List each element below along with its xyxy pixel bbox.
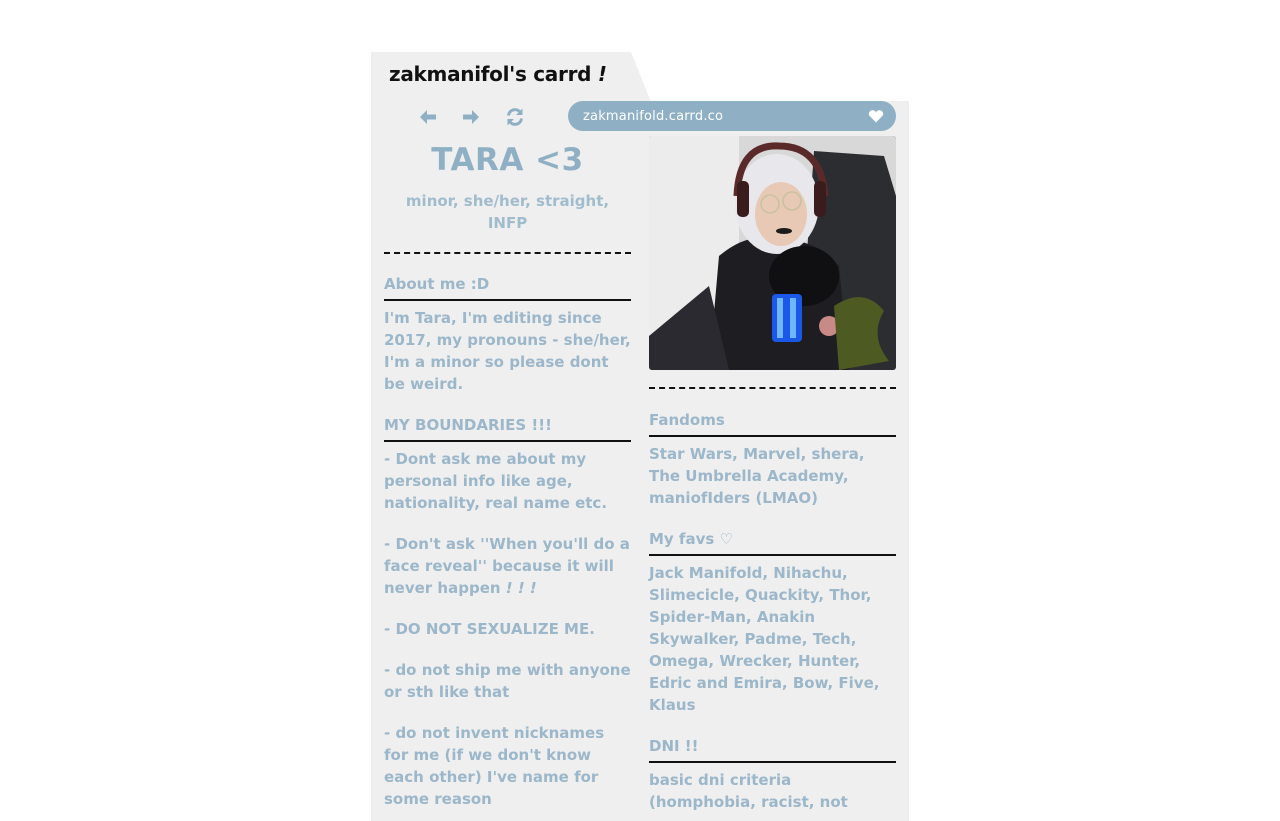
fandoms-heading: Fandoms (649, 409, 896, 437)
forward-button[interactable] (459, 105, 483, 129)
boundary-item: - do not ship me with anyone or sth like that (384, 661, 631, 701)
boundary-item: - Dont ask me about my personal info like age, nationality, real name etc. (384, 450, 608, 512)
photo-illustration (649, 136, 896, 370)
heart-icon[interactable] (868, 110, 884, 123)
dni-text: basic dni criteria (homphobia, racist, not (649, 771, 848, 811)
boundary-item-suffix: ! ! ! (505, 579, 537, 597)
arrow-right-icon (462, 109, 480, 125)
favs-heading-text: My favs (649, 530, 715, 548)
back-button[interactable] (416, 105, 440, 129)
about-text: I'm Tara, I'm editing since 2017, my pronouns - she/her, I'm a minor so please dont be weird. (384, 309, 631, 393)
dashed-divider (649, 387, 896, 389)
boundary-item (384, 533, 631, 599)
tab-title (389, 62, 607, 86)
heart-outline-icon: ♡ (719, 530, 733, 548)
favs-text: Jack Manifold, Nihachu, Slimecicle, Quackity, Thor, Spider-Man, Anakin Skywalker, Padme, Tech, Omega, Wrecker, Hunter, Edric and Emira, Bow, Five, Klaus (649, 564, 880, 714)
left-column (384, 140, 631, 810)
boundaries-heading: MY BOUNDARIES !!! (384, 414, 631, 442)
boundary-item: - DO NOT SEXUALIZE ME. (384, 620, 595, 638)
dashed-divider (384, 252, 631, 254)
boundary-item-text: - Don't ask ''When you'll do a face reveal'' because it will never happen (384, 535, 630, 597)
right-column (649, 136, 896, 813)
arrow-left-icon (419, 109, 437, 125)
url-text[interactable]: zakmanifold.carrd.co (583, 108, 724, 124)
refresh-button[interactable] (503, 105, 527, 129)
profile-name: TARA <3 (431, 142, 584, 178)
address-bar[interactable] (568, 101, 896, 131)
dni-heading: DNI !! (649, 735, 896, 763)
refresh-icon (505, 107, 525, 127)
about-heading: About me :D (384, 273, 631, 301)
fandoms-text: Star Wars, Marvel, shera, The Umbrella Academy, maniofIders (LMAO) (649, 445, 865, 507)
profile-subtitle: minor, she/her, straight, INFP (405, 192, 610, 232)
tab-title-suffix: ! (597, 62, 607, 86)
profile-photo (649, 136, 896, 370)
favs-heading (649, 528, 896, 556)
boundary-item: - do not invent nicknames for me (if we don't know each other) I've name for some reason (384, 724, 605, 808)
tab-title-text: zakmanifol's carrd (389, 62, 592, 86)
